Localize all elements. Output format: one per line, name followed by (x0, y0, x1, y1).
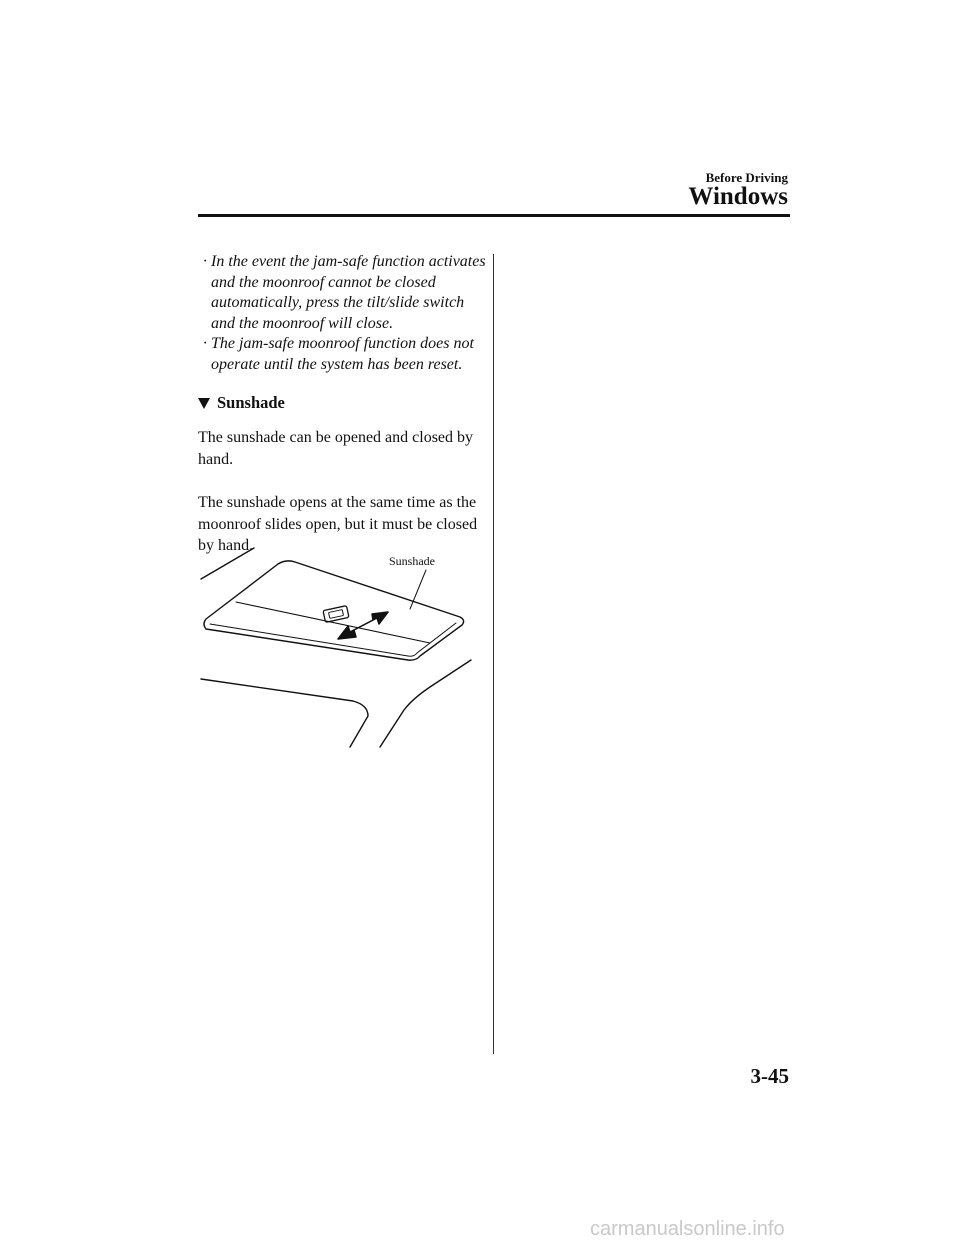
body-paragraph: The sunshade opens at the same time as the moonroof slides open, but it must be closed by hand. (198, 494, 478, 554)
triangle-down-icon (198, 398, 210, 409)
sunshade-illustration (198, 540, 473, 750)
sunshade-panel (204, 561, 464, 660)
pillar-line (380, 660, 471, 747)
page-number: 3-45 (750, 1064, 789, 1088)
headliner-lower-line (201, 679, 368, 747)
left-column (198, 252, 488, 557)
column-divider (493, 254, 494, 1054)
sunshade-panel-edge (210, 623, 456, 656)
bullet-dot-icon: · (203, 253, 207, 270)
section-label: Before Driving (705, 170, 788, 185)
note-bullet-text: In the event the jam-safe function activates and the moonroof cannot be closed automatically, press the tilt/slide switch and the moonroof will close. (211, 253, 486, 332)
body-paragraph: The sunshade can be opened and closed by hand. (198, 429, 474, 468)
sunshade-handle-grip (329, 610, 344, 619)
sunshade-heading-text: Sunshade (217, 393, 285, 412)
note-bullet-text: The jam-safe moonroof function does not operate until the system has been reset. (211, 335, 474, 373)
chapter-title: Windows (688, 183, 788, 210)
note-bullet (198, 334, 488, 375)
sunshade-handle (323, 606, 349, 623)
header-rule (198, 214, 790, 217)
slide-arrow-icon (336, 612, 388, 640)
sunshade-heading (198, 393, 488, 413)
note-bullet-list (198, 252, 488, 375)
headliner-edge-line (201, 548, 254, 579)
watermark-link[interactable]: carmanualsonline.info (590, 1218, 785, 1240)
note-bullet (198, 252, 488, 334)
bullet-dot-icon: · (203, 335, 207, 352)
figure-caption: Sunshade (389, 554, 435, 568)
